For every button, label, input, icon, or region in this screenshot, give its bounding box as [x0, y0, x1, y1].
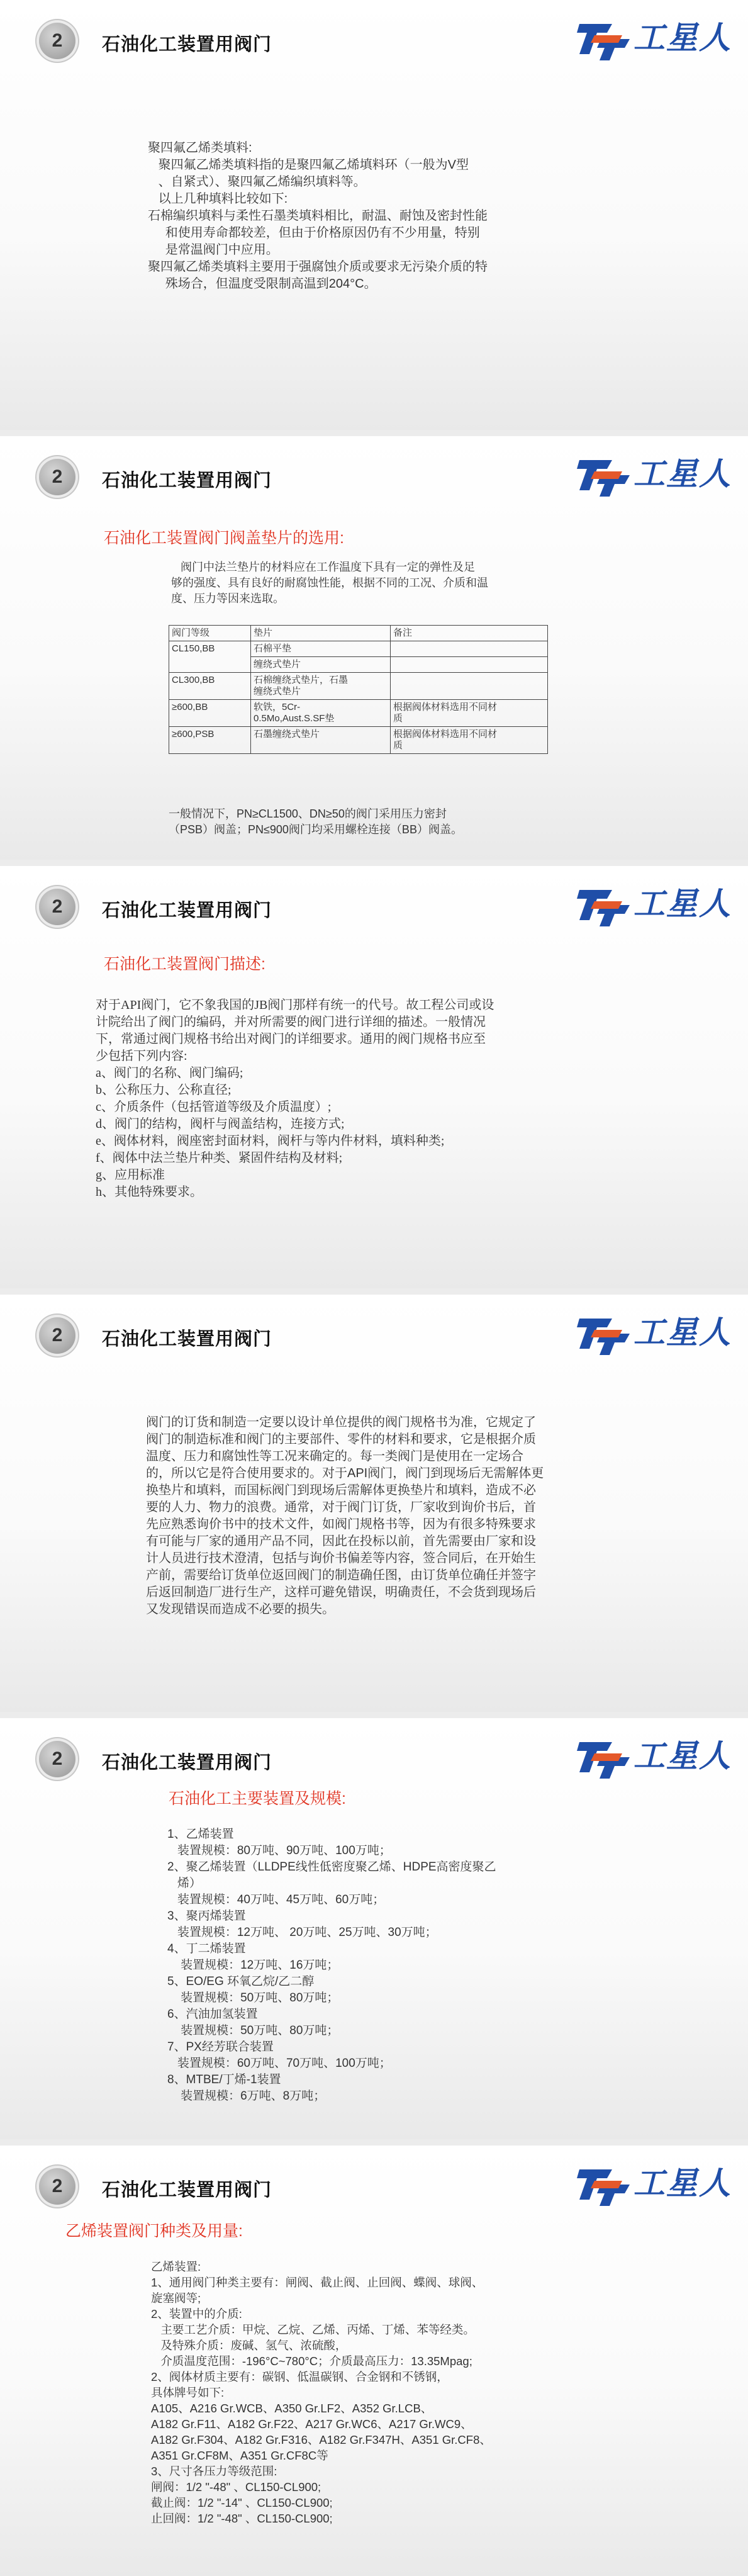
body-line: 有可能与厂家的通用产品不同，因此在投标以前，首先需要由厂家和设	[146, 1534, 536, 1548]
table-cell: CL300,BB	[169, 673, 251, 700]
body-line: 石棉编织填料与柔性石墨类填料相比，耐温、耐蚀及密封性能	[148, 209, 488, 223]
body-line: 装置规模：12万吨、16万吨；	[167, 1959, 339, 1972]
slide-title: 石油化工装置用阀门	[102, 901, 272, 921]
body-line: 要的人力、物力的浪费。通常，对于阀门订货，厂家收到询价书后，首	[146, 1500, 536, 1514]
section-heading: 乙烯装置阀门种类及用量:	[65, 2222, 243, 2240]
section-heading: 石油化工主要装置及规模:	[169, 1790, 346, 1808]
table-row	[169, 641, 548, 657]
slide-body	[167, 1826, 496, 2105]
body-line: 2、装置中的介质:	[151, 2307, 242, 2320]
section-badge: 2	[39, 889, 75, 925]
slide-header	[0, 1295, 748, 1370]
table-row	[169, 673, 548, 700]
section-badge: 2	[39, 1317, 75, 1354]
company-logo	[576, 1311, 733, 1356]
gasket-table	[169, 625, 548, 754]
body-line: 、自紧式）、聚四氟乙烯编织填料等。	[148, 175, 366, 189]
body-line: 及特殊介质：废碱、氢气、浓硫酸，	[151, 2339, 347, 2352]
body-line: 2、阀体材质主要有：碳钢、低温碳钢、合金钢和不锈钢，	[151, 2370, 449, 2383]
slide-header	[0, 0, 748, 76]
logo-mark-icon	[576, 1311, 632, 1356]
slide-header	[0, 866, 748, 942]
body-line: 装置规模：40万吨、45万吨、60万吨；	[167, 1893, 385, 1906]
table-row	[169, 727, 548, 754]
table-cell: 石棉平垫	[251, 641, 391, 657]
logo-text: 工星人	[634, 886, 732, 922]
body-line: 1、乙烯装置	[167, 1828, 234, 1841]
body-line: 烯）	[167, 1877, 201, 1890]
body-line: 装置规模：80万吨、90万吨、100万吨；	[167, 1844, 391, 1857]
slide-header	[0, 1718, 748, 1794]
body-line: （PSB）阀盖；PN≤900阀门均采用螺栓连接（BB）阀盖。	[169, 823, 462, 836]
logo-text: 工星人	[634, 20, 732, 56]
body-line: 计院给出了阀门的编码，并对所需要的阀门进行详细的描述。一般情况	[96, 1015, 486, 1029]
logo-text: 工星人	[634, 1738, 732, 1774]
body-line: 旋塞阀等;	[151, 2292, 201, 2305]
table-cell: ≥600,BB	[169, 700, 251, 727]
body-line: 4、丁二烯装置	[167, 1942, 246, 1955]
body-line: 够的强度、具有良好的耐腐蚀性能，根据不同的工况、介质和温	[171, 577, 488, 589]
body-line: 下，常通过阀门规格书给出对阀门的详细要求。通用的阀门规格书应至	[96, 1032, 486, 1046]
slide-body	[146, 1414, 544, 1618]
table-footnote	[169, 806, 462, 838]
logo-mark-icon	[576, 2162, 632, 2207]
logo-mark-icon	[576, 1735, 632, 1780]
body-line: 聚四氟乙烯类填料:	[148, 141, 252, 155]
body-line: 殊场合，但温度受限制高温到204°C。	[148, 277, 377, 291]
company-logo	[576, 882, 733, 928]
body-line: 闸阀：1/2 "-48" 、CL150-CL900;	[151, 2480, 321, 2494]
table-header-row	[169, 626, 548, 641]
body-line: 3、聚丙烯装置	[167, 1910, 246, 1923]
body-line: 一般情况下，PN≥CL1500、DN≥50的阀门采用压力密封	[169, 807, 447, 820]
logo-mark-icon	[576, 453, 632, 498]
body-line: 换垫片和填料，而国标阀门到现场后需解体更换垫片和填料，造成不必	[146, 1483, 536, 1497]
body-line: 装置规模：12万吨、 20万吨、25万吨、30万吨；	[167, 1926, 437, 1939]
body-line: A182 Gr.F11、A182 Gr.F22、A217 Gr.WC6、A217 Gr.WC9、	[151, 2417, 472, 2431]
body-line: 对于API阀门，它不象我国的JB阀门那样有统一的代号。故工程公司或设	[96, 998, 494, 1012]
slide-body	[96, 997, 494, 1201]
body-line: 是常温阀门中应用。	[148, 243, 279, 257]
table-cell: 石棉缠绕式垫片，石墨 缠绕式垫片	[251, 673, 391, 700]
body-line: 装置规模：60万吨、70万吨、100万吨；	[167, 2057, 391, 2070]
section-heading: 石油化工装置阀门描述:	[104, 955, 265, 973]
company-logo	[576, 1735, 733, 1780]
slide-title: 石油化工装置用阀门	[102, 2180, 272, 2200]
slide-header	[0, 2146, 748, 2221]
body-line: 聚四氟乙烯类填料主要用于强腐蚀介质或要求无污染介质的特	[148, 260, 488, 274]
body-line: g、应用标准	[96, 1168, 165, 1182]
body-line: 聚四氟乙烯类填料指的是聚四氟乙烯填料环（一般为V型	[148, 158, 469, 172]
body-line: 的，所以它是符合使用要求的。对于API阀门，阀门到现场后无需解体更	[146, 1466, 544, 1480]
logo-mark-icon	[576, 16, 632, 62]
logo-text: 工星人	[634, 1314, 732, 1351]
table-cell: ≥600,PSB	[169, 727, 251, 754]
body-line: A105、A216 Gr.WCB、A350 Gr.LF2、A352 Gr.LCB、	[151, 2402, 433, 2415]
slide-title: 石油化工装置用阀门	[102, 1753, 272, 1773]
body-line: A182 Gr.F304、A182 Gr.F316、A182 Gr.F347H、A351 Gr.CF8、	[151, 2433, 491, 2446]
section-heading: 石油化工装置阀门阀盖垫片的选用:	[104, 529, 344, 547]
table-cell: CL150,BB	[169, 641, 251, 673]
table-cell	[391, 657, 548, 673]
slide-title: 石油化工装置用阀门	[102, 1329, 272, 1349]
slide-header	[0, 436, 748, 512]
logo-text: 工星人	[634, 456, 732, 492]
body-line: 阀门的制造标准和阀门的主要部件、零件的材料和要求，它是根据介质	[146, 1432, 536, 1446]
logo-mark-icon	[576, 882, 632, 928]
body-line: 8、MTBE/丁烯-1装置	[167, 2073, 281, 2086]
table-cell: 软铁，5Cr- 0.5Mo,Aust.S.SF垫	[251, 700, 391, 727]
body-line: 乙烯装置:	[151, 2260, 201, 2273]
slide-body	[171, 560, 488, 607]
slide-6	[0, 2146, 748, 2576]
slide-5	[0, 1718, 748, 2139]
slide-body	[151, 2259, 491, 2526]
body-line: 7、PX经芳联合装置	[167, 2040, 274, 2054]
table-cell: 缠绕式垫片	[251, 657, 391, 673]
body-line: 主要工艺介质：甲烷、乙烷、乙烯、丙烯、丁烯、苯等经类。	[151, 2323, 475, 2336]
body-line: 止回阀：1/2 "-48" 、CL150-CL900;	[151, 2512, 333, 2525]
body-line: 温度、压力和腐蚀性等工况来确定的。每一类阀门是使用在一定场合	[146, 1449, 523, 1463]
slide-3	[0, 866, 748, 1288]
section-badge: 2	[39, 459, 75, 495]
body-line: 以上几种填料比较如下:	[148, 192, 288, 206]
table-cell: 石墨缠绕式垫片	[251, 727, 391, 754]
body-line: e、阀体材料，阀座密封面材料，阀杆与等内件材料，填料种类;	[96, 1134, 445, 1148]
body-line: 截止阀：1/2 "-14" 、CL150-CL900;	[151, 2496, 333, 2509]
body-line: 介质温度范围：-196°C~780°C；介质最高压力：13.35Mpag;	[151, 2354, 472, 2368]
table-header: 备注	[391, 626, 548, 641]
body-line: h、其他特殊要求。	[96, 1185, 203, 1199]
table-cell: 根据阀体材料选用不同材 质	[391, 727, 548, 754]
body-line: 装置规模：50万吨、80万吨；	[167, 1991, 339, 2005]
section-badge: 2	[39, 1741, 75, 1777]
body-line: 3、尺寸各压力等级范围:	[151, 2465, 277, 2478]
body-line: 5、EO/EG 环氧乙烷/乙二醇	[167, 1975, 315, 1988]
slide-4	[0, 1295, 748, 1712]
table-header: 阀门等级	[169, 626, 251, 641]
body-line: b、公称压力、公称直径;	[96, 1083, 232, 1097]
body-line: 阀门中法兰垫片的材料应在工作温度下具有一定的弹性及足	[171, 561, 476, 573]
body-line: 2、聚乙烯装置（LLDPE线性低密度聚乙烯、HDPE高密度聚乙	[167, 1860, 496, 1874]
company-logo	[576, 453, 733, 498]
slide-body	[148, 140, 488, 293]
company-logo	[576, 2162, 733, 2207]
table-header: 垫片	[251, 626, 391, 641]
table-cell	[391, 641, 548, 657]
table-row	[169, 700, 548, 727]
table-cell	[391, 673, 548, 700]
slide-title: 石油化工装置用阀门	[102, 35, 272, 55]
body-line: 阀门的订货和制造一定要以设计单位提供的阀门规格书为准，它规定了	[146, 1415, 536, 1429]
slide-title: 石油化工装置用阀门	[102, 471, 272, 491]
logo-text: 工星人	[634, 2165, 732, 2202]
body-line: 计人员进行技术澄清，包括与询价书偏差等内容，签合同后，在开始生	[146, 1551, 536, 1565]
section-badge: 2	[39, 23, 75, 59]
body-line: 又发现错误而造成不必要的损失。	[146, 1602, 335, 1616]
body-line: 和使用寿命都较差，但由于价格原因仍有不少用量，特别	[148, 226, 480, 240]
body-line: 具体牌号如下:	[151, 2386, 225, 2399]
body-line: a、阀门的名称、阀门编码;	[96, 1066, 243, 1080]
body-line: 先应熟悉询价书中的技术文件，如阀门规格书等，因为有很多特殊要求	[146, 1517, 536, 1531]
body-line: 少包括下列内容:	[96, 1049, 187, 1063]
body-line: A351 Gr.CF8M、A351 Gr.CF8C等	[151, 2449, 328, 2462]
body-line: 产前，需要给订货单位返回阀门的制造确任图，由订货单位确任并签字	[146, 1568, 536, 1582]
section-badge: 2	[39, 2168, 75, 2205]
body-line: 1、通用阀门种类主要有：闸阀、截止阀、止回阀、蝶阀、球阀、	[151, 2276, 484, 2289]
body-line: 度、压力等因来选取。	[171, 592, 284, 605]
slide-2	[0, 436, 748, 860]
table-cell: 根据阀体材料选用不同材 质	[391, 700, 548, 727]
body-line: c、介质条件（包括管道等级及介质温度）;	[96, 1100, 332, 1114]
body-line: d、阀门的结构，阀杆与阀盖结构，连接方式;	[96, 1117, 345, 1131]
body-line: 装置规模：50万吨、80万吨；	[167, 2024, 339, 2037]
body-line: f、阀体中法兰垫片种类、紧固件结构及材料;	[96, 1151, 343, 1165]
body-line: 装置规模：6万吨、8万吨；	[167, 2089, 326, 2103]
company-logo	[576, 16, 733, 62]
body-line: 6、汽油加氢装置	[167, 2008, 258, 2021]
body-line: 后返回制造厂进行生产，这样可避免错误，明确责任，不会货到现场后	[146, 1585, 536, 1599]
slide-1	[0, 0, 748, 430]
